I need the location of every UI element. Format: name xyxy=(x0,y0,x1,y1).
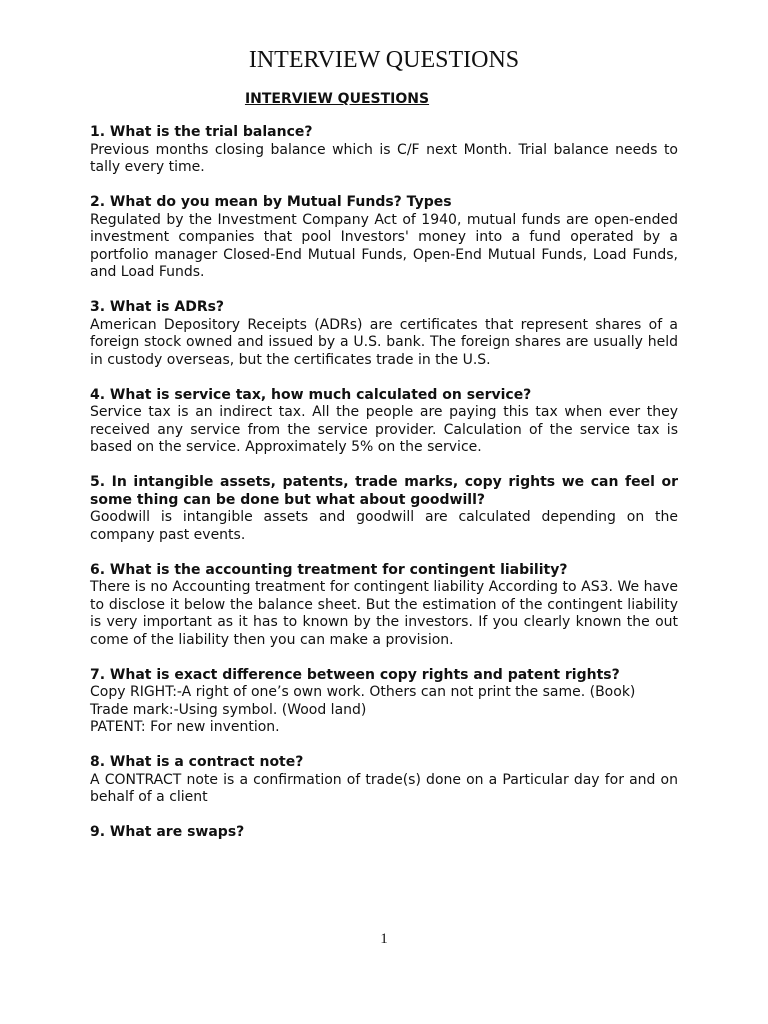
answer: There is no Accounting treatment for contingent liability According to AS3. We have to disclose it below the balance sheet. But the estimation of the contingent liability is very important as it has to known by the investors. If you clearly known the out come of the liability then you can make a provision. xyxy=(90,579,678,648)
document-subtitle: INTERVIEW QUESTIONS xyxy=(244,91,430,107)
answer-line: PATENT: For new invention. xyxy=(90,719,280,735)
question: 6. What is the accounting treatment for contingent liability? xyxy=(90,561,568,578)
page-number: 1 xyxy=(380,931,388,947)
answer-line: Trade mark:-Using symbol. (Wood land) xyxy=(90,701,367,718)
question: 7. What is exact difference between copy rights and patent rights? xyxy=(90,666,620,683)
question: 2. What do you mean by Mutual Funds? Types xyxy=(90,194,452,210)
answer: Previous months closing balance which is C/F next Month. Trial balance needs to tally every time. xyxy=(90,141,678,175)
qa-item xyxy=(90,474,678,544)
qa-item xyxy=(90,387,678,457)
question: 4. What is service tax, how much calculated on service? xyxy=(90,386,532,403)
qa-list xyxy=(90,124,678,859)
answer: Regulated by the Investment Company Act of 1940, mutual funds are open-ended investment companies that pool Investors' money into a fund operated by a portfolio manager Closed-End Mutual Funds, Open-End Mutual Funds, Load Funds, and Load Funds. xyxy=(90,211,678,280)
question: 8. What is a contract note? xyxy=(90,754,304,770)
answer: Goodwill is intangible assets and goodwill are calculated depending on the company past events. xyxy=(90,509,678,543)
qa-item xyxy=(90,194,678,282)
question: 9. What are swaps? xyxy=(90,824,245,840)
document-title: INTERVIEW QUESTIONS xyxy=(248,47,520,73)
answer-line: Copy RIGHT:-A right of one’s own work. Others can not print the same. (Book) xyxy=(90,684,636,700)
qa-item xyxy=(90,667,678,737)
question: 1. What is the trial balance? xyxy=(90,124,313,140)
qa-item xyxy=(90,824,678,842)
qa-item xyxy=(90,124,678,177)
answer: Service tax is an indirect tax. All the people are paying this tax when ever they received any service from the service provider. Calculation of the service tax is based on the service. Approximately 5% on the service. xyxy=(90,404,678,455)
qa-item xyxy=(90,562,678,650)
answer: A CONTRACT note is a confirmation of trade(s) done on a Particular day for and on behalf of a client xyxy=(90,771,678,805)
qa-item xyxy=(90,299,678,369)
question: 5. In intangible assets, patents, trade marks, copy rights we can feel or some thing can be done but what about goodwill? xyxy=(90,474,678,508)
answer: American Depository Receipts (ADRs) are certificates that represent shares of a foreign stock owned and issued by a U.S. bank. The foreign shares are usually held in custody overseas, but the certificates trade in the U.S. xyxy=(90,316,678,368)
question: 3. What is ADRs? xyxy=(90,299,225,315)
qa-item xyxy=(90,754,678,807)
